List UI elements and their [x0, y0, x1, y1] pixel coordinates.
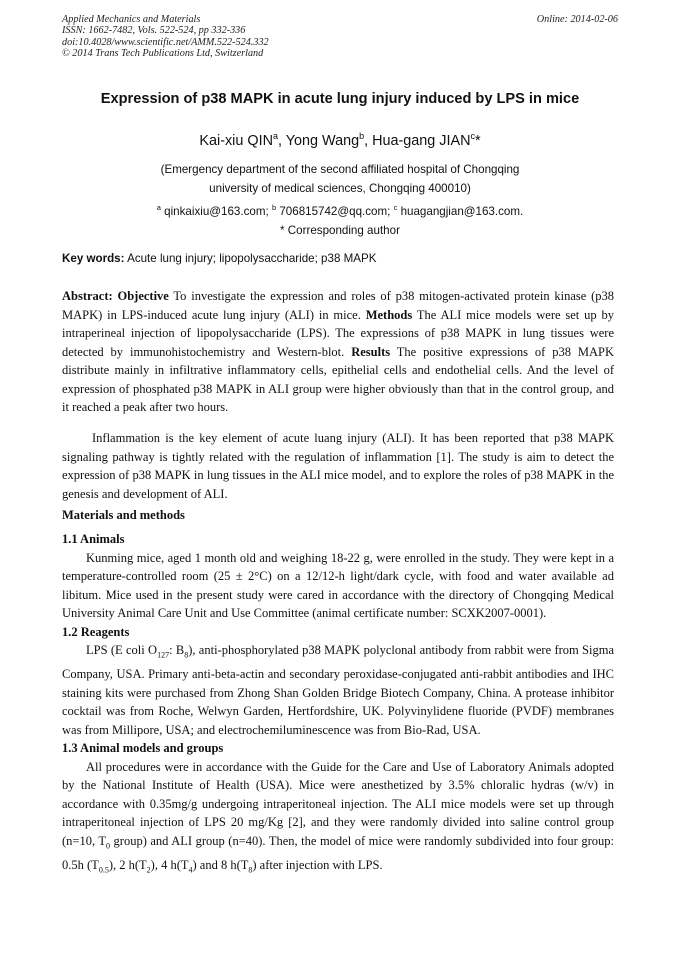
corresponding-author-note: * Corresponding author [280, 223, 400, 237]
journal-header [62, 14, 618, 60]
author-name: Kai-xiu QIN [199, 132, 273, 149]
affiliation-line: university of medical sciences, Chongqing 400010) [209, 182, 471, 195]
email-line: $^a$ qinkaixiu@163.com; $^b$ 706815742@qq.com; $^c$ huagangjian@163.com. [156, 203, 524, 218]
materials-methods-body [62, 530, 614, 880]
introduction-paragraph: Inflammation is the key element of acute luang injury (ALI). It has been reported that p38 MAPK signaling pathway is tightly related with the regulation of inflammation [1]. The study is aim to detect the expression of p38 MAPK in lung tissues in the ALI mice model, and to explore the roles of p38 MAPK in the genesis and development of ALI. [62, 431, 614, 501]
subsection-heading-animals: 1.1 Animals [62, 532, 125, 546]
reagents-paragraph: LPS (E coli $O_{127}$: $B_8$), anti-phosphorylated p38 MAPK polyclonal antibody from rabbit were from Sigma Company, USA. Primary anti-beta-actin and secondary peroxidase-conjugated anti-rabbit antibodies and IHC staining kits were purchased from Zhong Shan Golden Bridge Biotech Company, China. A protease inhibitor cocktail was from Roche, Welwyn Garden, Hertfordshire, UK. Polyvinylidene fluoride (PVDF) membranes was from Millipore, USA; and electrochemiluminescence was from Bio-Rad, USA. [62, 643, 614, 737]
author-affil-mark: c [470, 131, 475, 141]
paper-title: Expression of p38 MAPK in acute lung injury induced by LPS in mice [100, 91, 580, 107]
author-affil-mark: a [272, 131, 278, 141]
affiliation-line: (Emergency department of the second affiliated hospital of Chongqing [160, 163, 520, 176]
journal-name: Applied Mechanics and Materials [62, 14, 201, 25]
keywords-text: Acute lung injury; lipopolysaccharide; p38 MAPK [124, 252, 377, 265]
keywords [62, 252, 618, 265]
abstract: Abstract: Objective To investigate the expression and roles of p38 mitogen-activated protein kinase (p38 MAPK) in LPS-induced acute lung injury (ALI) in mice. Methods The ALI mice models were set up by intraperineal injection of lipopolysaccharide (LPS). The expressions of p38 MAPK in lung tissues were detected by immunohistochemistry and Western-blot. Results The positive expressions of p38 MAPK distribute mainly in infiltrative inflammatory cells, epithelial cells and endothelial cells. And the level of expression of phosphated p38 MAPK in ALI group were higher obviously than that in the control group, and it reached a peak after two hours. [62, 289, 615, 414]
section-heading-materials-methods: Materials and methods [62, 508, 185, 522]
author-affil-mark: b [359, 131, 365, 141]
animals-paragraph: Kunming mice, aged 1 month old and weighing 18-22 g, were enrolled in the study. They were kept in a temperature-controlled room (25 ± 2°C) on a 12/12-h light/dark cycle, with food and water available ad libitum. Mice used in the present study were cared in accordance with the directory of Chongqing Medical University Animal Care Unit and Use Committee (animal certificate number: SCXK2007-0001). [62, 550, 614, 620]
models-groups-paragraph: All procedures were in accordance with the Guide for the Care and Use of Laboratory Animals adopted by the National Institute of Health (USA). Mice were anesthetized by 3.5% chloralic hydras (w/v) in accordance with 0.35mg/g undergoing intraperitoneal injection. The ALI mice models were set up through intraperitoneal injection of LPS 20 mg/Kg [2], and they were randomly divided into saline control group (n=10, $T_0$ group) and ALI group (n=40). Then, the model of mice were randomly subdivided into four group: 0.5h $(T_{0.5})$, 2 $h(T_2)$, 4 $h(T_4)$ and 8 $h(T_8)$ after injection with LPS. [62, 759, 614, 874]
online-date: Online: 2014-02-06 [536, 14, 618, 25]
copyright-line: © 2014 Trans Tech Publications Ltd, Switzerland [62, 48, 264, 60]
email-c: huagangjian@163.com. [397, 204, 524, 218]
subsection-heading-models-groups: 1.3 Animal models and groups [62, 741, 224, 755]
author-list: Kai-xiu QIN$^a$, Yong Wang$^b$, Hua-gang JIAN$^c$* [199, 131, 481, 149]
doi-line: doi:10.4028/www.scientific.net/AMM.522-524.332 [62, 36, 269, 48]
subsection-heading-reagents: 1.2 Reagents [62, 624, 130, 639]
affiliation-block [62, 160, 618, 240]
author-name: Yong Wang [285, 132, 360, 149]
issn-line: ISSN: 1662-7482, Vols. 522-524, pp 332-336 [62, 25, 246, 37]
keywords-label: Key words: [62, 252, 125, 265]
email-b: 706815742@qq.com; [276, 204, 394, 218]
email-a: qinkaixiu@163.com; [160, 204, 272, 218]
author-name: Hua-gang JIAN [372, 132, 471, 149]
